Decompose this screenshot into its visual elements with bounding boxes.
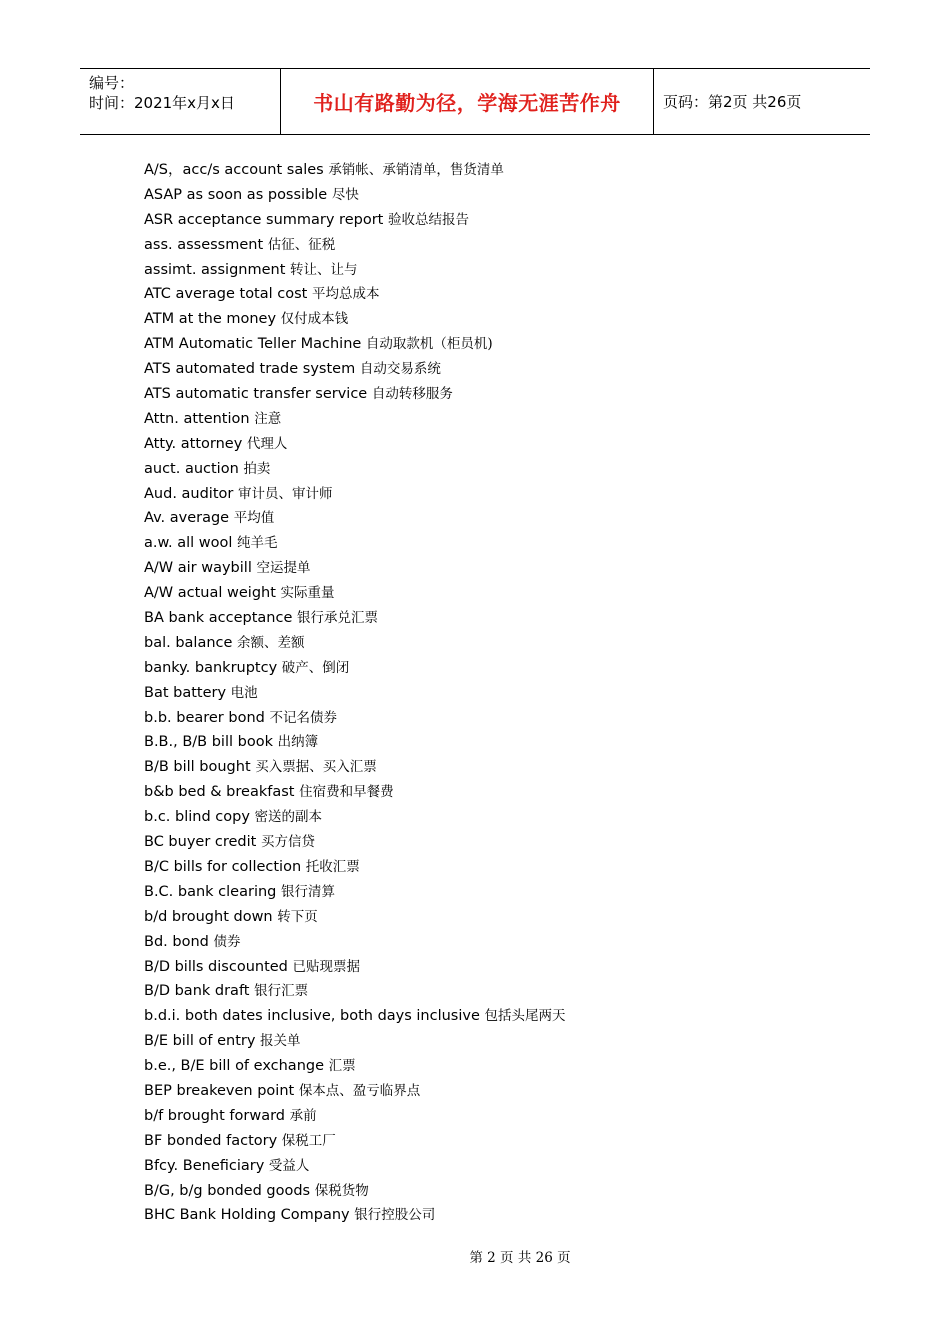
entry-term: Bfcy. Beneficiary [144,1157,265,1174]
glossary-entry [144,432,566,457]
glossary-entry [144,830,566,855]
entry-translation: 托收汇票 [305,858,360,875]
entry-translation: 尽快 [331,186,359,203]
glossary-entry [144,158,566,183]
header-page-info: 页码：第2页 共26页 [663,93,802,111]
entry-translation: 银行控股公司 [354,1207,436,1224]
glossary-entry [144,631,566,656]
entry-term: b/d brought down [144,908,273,925]
entry-translation: 转让、让与 [290,261,358,278]
glossary-entry [144,1054,566,1079]
glossary-entry [144,307,566,332]
glossary-entry [144,407,566,432]
entry-term: B/E bill of entry [144,1033,256,1050]
entry-translation: 实际重量 [280,585,335,602]
entry-term: ATC average total cost [144,286,308,303]
entry-term: B.B., B/B bill book [144,734,273,751]
entry-term: Atty. attorney [144,435,243,452]
entry-term: A/W actual weight [144,585,276,602]
time-label: 时间：2021年x月x日 [89,94,235,112]
entry-term: ATS automated trade system [144,361,356,378]
entry-term: Bat battery [144,684,227,701]
entry-translation: 验收总结报告 [387,211,469,228]
glossary-entry [144,855,566,880]
entry-term: B/B bill bought [144,759,251,776]
glossary-entry [144,1029,566,1054]
glossary-entry [144,706,566,731]
glossary-entry [144,805,566,830]
entry-term: bal. balance [144,634,233,651]
header-meta [80,69,281,134]
glossary-entry [144,332,566,357]
entry-translation: 银行清算 [281,883,335,900]
entry-translation: 住宿费和早餐费 [299,784,394,801]
entry-term: b.d.i. both dates inclusive, both days inclusive [144,1008,480,1025]
glossary-list [144,158,566,1228]
entry-translation: 转下页 [277,908,318,925]
document-header [80,68,870,135]
entry-term: B.C. bank clearing [144,883,277,900]
glossary-entry [144,1129,566,1154]
entry-term: B/C bills for collection [144,858,302,875]
glossary-entry [144,531,566,556]
entry-term: b.b. bearer bond [144,709,265,726]
entry-translation: 不记名债券 [269,709,337,726]
entry-term: Av. average [144,510,230,527]
entry-term: BHC Bank Holding Company [144,1207,350,1224]
entry-translation: 注意 [254,410,282,427]
entry-term: BEP breakeven point [144,1082,295,1099]
entry-term: B/G, b/g bonded goods [144,1182,311,1199]
glossary-entry [144,183,566,208]
entry-term: BC buyer credit [144,834,257,851]
glossary-entry [144,482,566,507]
entry-term: b&b bed & breakfast [144,784,295,801]
glossary-entry [144,730,566,755]
entry-translation: 报关单 [260,1033,301,1050]
entry-translation: 承前 [289,1107,317,1124]
entry-term: BA bank acceptance [144,610,293,627]
entry-term: ATS automatic transfer service [144,386,368,403]
glossary-entry [144,880,566,905]
entry-term: b.e., B/E bill of exchange [144,1058,325,1075]
entry-translation: 仅付成本钱 [280,311,349,328]
entry-translation: 保税工厂 [281,1132,336,1149]
entry-term: Aud. auditor [144,485,234,502]
entry-translation: 承销帐、承销清单，售货清单 [328,162,504,178]
entry-term: BF bonded factory [144,1132,278,1149]
entry-term: B/D bills discounted [144,958,288,975]
glossary-entry [144,755,566,780]
glossary-entry [144,457,566,482]
entry-term: ASAP as soon as possible [144,186,328,203]
entry-translation: 自动取款机（柜员机) [365,336,493,353]
entry-translation: 估征、征税 [267,236,336,253]
entry-translation: 自动交易系统 [359,361,441,378]
glossary-entry [144,780,566,805]
glossary-entry [144,357,566,382]
glossary-entry [144,1203,566,1228]
entry-term: ass. assessment [144,236,264,253]
entry-translation: 包括头尾两天 [484,1008,566,1025]
glossary-entry [144,506,566,531]
entry-term: auct. auction [144,460,239,477]
glossary-entry [144,955,566,980]
glossary-entry [144,258,566,283]
entry-translation: 汇票 [328,1058,356,1075]
glossary-entry [144,681,566,706]
entry-term: ATM Automatic Teller Machine [144,336,362,353]
glossary-entry [144,233,566,258]
entry-translation: 买方信贷 [260,834,315,851]
glossary-entry [144,606,566,631]
glossary-entry [144,656,566,681]
glossary-entry [144,1154,566,1179]
entry-translation: 债券 [213,933,241,950]
entry-translation: 余额、差额 [237,634,305,651]
entry-translation: 电池 [230,684,258,701]
entry-term: assimt. assignment [144,261,286,278]
glossary-entry [144,282,566,307]
entry-translation: 破产、倒闭 [281,659,350,676]
entry-translation: 拍卖 [243,460,271,477]
glossary-entry [144,208,566,233]
entry-translation: 银行汇票 [254,983,309,1000]
entry-term: b/f brought forward [144,1107,285,1124]
entry-term: Attn. attention [144,410,250,427]
entry-term: A/S，acc/s account sales [144,162,324,178]
entry-translation: 代理人 [246,435,288,452]
entry-term: a.w. all wool [144,535,233,552]
number-label: 编号： [89,74,135,92]
entry-term: Bd. bond [144,933,209,950]
entry-term: ASR acceptance summary report [144,211,384,228]
entry-translation: 平均总成本 [311,286,380,303]
header-motto: 书山有路勤为径，学海无涯苦作舟 [281,69,654,134]
entry-translation: 出纳簿 [277,734,319,751]
entry-translation: 已贴现票据 [292,958,360,975]
glossary-entry [144,905,566,930]
entry-translation: 空运提单 [256,560,311,577]
glossary-entry [144,979,566,1004]
glossary-entry [144,1179,566,1204]
entry-translation: 审计员、审计师 [237,485,333,502]
entry-translation: 买入票据、买入汇票 [255,759,377,776]
glossary-entry [144,1079,566,1104]
glossary-entry [144,581,566,606]
entry-translation: 保税货物 [314,1182,369,1199]
entry-term: A/W air waybill [144,560,252,577]
entry-translation: 受益人 [268,1157,310,1174]
entry-term: B/D bank draft [144,983,250,1000]
entry-translation: 保本点、盈亏临界点 [298,1082,421,1099]
entry-translation: 银行承兑汇票 [296,610,378,627]
glossary-entry [144,930,566,955]
entry-translation: 密送的副本 [254,809,323,826]
page-footer: 第 2 页 共 26 页 [469,1250,571,1266]
entry-translation: 纯羊毛 [237,535,278,552]
entry-translation: 平均值 [233,510,275,527]
entry-term: b.c. blind copy [144,809,250,826]
entry-term: ATM at the money [144,311,277,328]
glossary-entry [144,556,566,581]
glossary-entry [144,1004,566,1029]
glossary-entry [144,1104,566,1129]
glossary-entry [144,382,566,407]
entry-translation: 自动转移服务 [371,386,453,403]
entry-term: banky. bankruptcy [144,659,278,676]
